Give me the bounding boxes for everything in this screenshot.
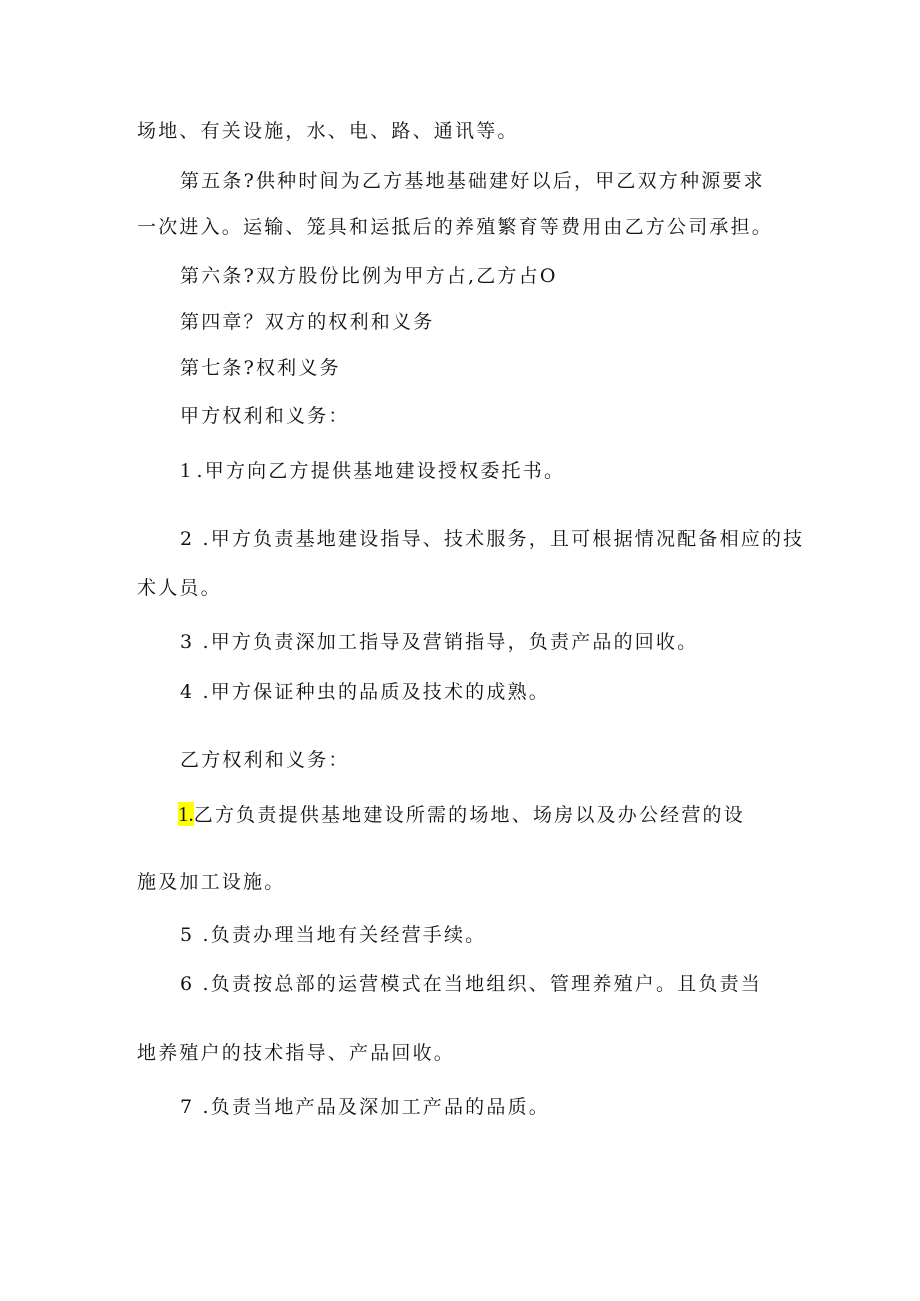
party-a-item-4: 4 .甲方保证种虫的品质及技术的成熟。	[180, 681, 550, 703]
party-a-item-3: 3 .甲方负责深加工指导及营销指导，负责产品的回收。	[180, 631, 699, 653]
text-line-1: 场地、有关设施，水、电、路、通讯等。	[137, 120, 519, 142]
article-6: 第六条?双方股份比例为甲方占,乙方占O	[180, 265, 558, 287]
party-b-heading: 乙方权利和义务：	[180, 749, 350, 771]
party-b-item-6-line-1: 6 .负责按总部的运营模式在当地组织、管理养殖户。且负责当	[180, 973, 762, 995]
article-5-line-1: 第五条?供种时间为乙方基地基础建好以后，甲乙双方种源要求	[180, 170, 765, 192]
party-b-item-6-line-2: 地养殖户的技术指导、产品回收。	[137, 1042, 456, 1064]
party-b-item-1-line-2: 施及加工设施。	[137, 871, 286, 893]
party-b-item-5: 5 .负责办理当地有关经营手续。	[180, 924, 487, 946]
item-text: .甲方向乙方提供基地建设授权委托书。	[196, 460, 566, 482]
item-number: 1	[180, 458, 191, 482]
party-a-heading: 甲方权利和义务：	[180, 405, 350, 427]
item-text: 乙方负责提供基地建设所需的场地、场房以及办公经营的设	[193, 804, 745, 826]
highlighted-item-number: 1.	[178, 802, 194, 826]
party-a-item-2-line-2: 术人员。	[137, 577, 222, 599]
party-a-item-1	[180, 458, 565, 483]
article-7-heading: 第七条?权利义务	[180, 357, 341, 379]
chapter-4-heading: 第四章？双方的权利和义务	[180, 311, 435, 333]
article-5-line-2: 一次进入。运输、笼具和运抵后的养殖繁育等费用由乙方公司承担。	[137, 216, 774, 238]
party-b-item-1-line-1	[178, 802, 745, 827]
party-a-item-2-line-1: 2 .甲方负责基地建设指导、技术服务，且可根据情况配备相应的技	[180, 528, 805, 550]
party-b-item-7: 7 .负责当地产品及深加工产品的品质。	[180, 1096, 550, 1118]
